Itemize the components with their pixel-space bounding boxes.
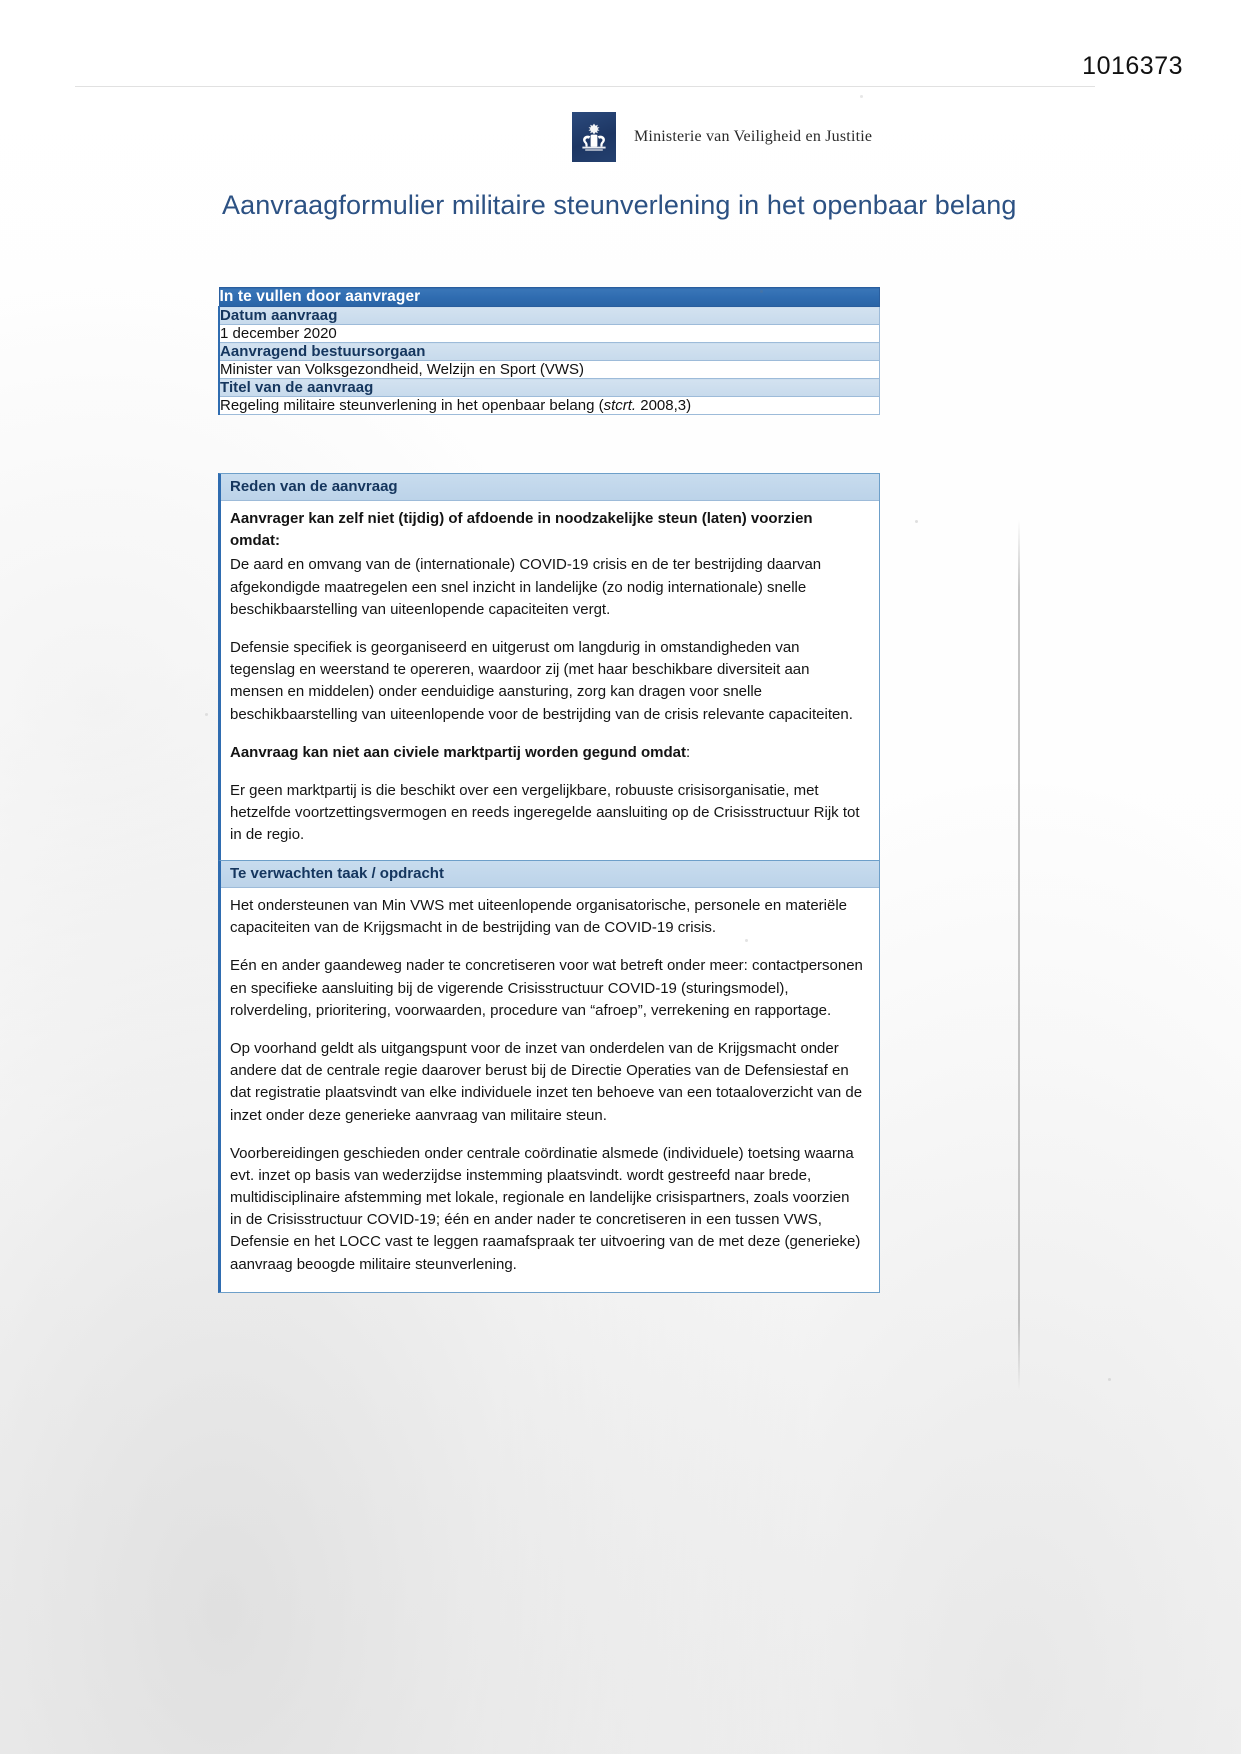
scan-seam: [1018, 520, 1020, 1390]
scan-edge: [75, 86, 1095, 87]
scan-speck: [915, 520, 918, 523]
titel-italic-stcrt: stcrt.: [603, 397, 637, 414]
ministry-header: [572, 112, 872, 162]
applicant-form-table: [218, 287, 880, 415]
reden-paragraph-1: De aard en omvang van de (internationale) COVID-19 crisis en de ter bestrijding daarvan afgekondigde maatregelen een snel inzicht in landelijke (zo nodig internationale) snelle beschikbaarstelling van uiteenlopende capaciteiten vergt.: [230, 556, 822, 618]
field-value-aanvragend-bestuursorgaan: Minister van Volksgezondheid, Welzijn en Sport (VWS): [219, 361, 880, 379]
section-header-label: In te vullen door aanvrager: [219, 288, 880, 307]
reden-box-title: Reden van de aanvraag: [221, 474, 879, 501]
document-id-number: 1016373: [1082, 52, 1183, 80]
table-row: [219, 379, 880, 397]
table-row: [219, 397, 880, 415]
table-row: [219, 343, 880, 361]
reden-lead-2-bold: Aanvraag kan niet aan civiele marktpartij worden gegund omdat: [230, 743, 686, 761]
reden-lead-2: [230, 742, 865, 764]
scan-speck: [760, 290, 763, 293]
dutch-coat-of-arms-icon: [572, 112, 616, 162]
taak-paragraph-2: Eén en ander gaandeweg nader te concretiseren voor wat betreft onder meer: contactpersonen en specifieke aansluiting bij de vigerende Crisisstructuur COVID-19 (sturingsmodel), rolverdeling, prioritering, voorwaarden, procedure van “afroep”, verrekening en rapportage.: [230, 957, 863, 1019]
reden-paragraph-2: Defensie specifiek is georganiseerd en uitgerust om langdurig in omstandigheden van tegenslag en weerstand te opereren, waardoor zij (met haar beschikbare diversiteit aan mensen en middelen) onder eenduidige aansturing, zorg kan dragen voor snelle beschikbaarstelling van uiteenlopende voor de bestrijding van de crisis relevante capaciteiten.: [230, 638, 853, 723]
reden-paragraph-3: Er geen marktpartij is die beschikt over een vergelijkbare, robuuste crisisorganisatie, met hetzelfde voortzettingsvermogen en reeds ingeregelde aansluiting op de Crisisstructuur Rijk tot in de regio.: [230, 781, 860, 844]
reden-lead-1: Aanvrager kan zelf niet (tijdig) of afdoende in noodzakelijke steun (laten) voorzien omdat:: [230, 510, 813, 550]
table-row: [219, 361, 880, 379]
reden-lead-2-colon: :: [685, 743, 691, 761]
taak-paragraph-3: Op voorhand geldt als uitgangspunt voor de inzet van onderdelen van de Krijgsmacht onder andere dat de centrale regie daarover berust bij de Directie Operaties van de Defensiestaf en dat registratie plaatsvindt van elke individuele inzet ten behoeve van een totaaloverzicht van de inzet onder deze generieke aanvraag van militaire steun.: [230, 1039, 863, 1124]
taak-box-body: [221, 888, 879, 1292]
taak-paragraph-4: Voorbereidingen geschieden onder centrale coördinatie alsmede (individuele) toetsing waarna evt. inzet op basis van wederzijdse instemming plaatsvindt. wordt gestreefd naar brede, multidisciplinaire afstemming met lokale, regionale en landelijke crisispartners, zoals voorzien in de Crisisstructuur COVID-19; één en ander nader te concretiseren in een tussen VWS, Defensie en het LOCC vast te leggen raamafspraak ter uitvoering van de met deze (generieke) aanvraag beoogde militaire steunverlening.: [230, 1144, 861, 1273]
table-row: [219, 325, 880, 343]
field-label-titel-van-de-aanvraag: Titel van de aanvraag: [219, 379, 880, 397]
titel-suffix: 2008,3): [636, 397, 692, 414]
reden-van-de-aanvraag-box: [218, 473, 880, 863]
table-row: [219, 307, 880, 325]
page-title: Aanvraagformulier militaire steunverlening in het openbaar belang: [222, 190, 1017, 220]
taak-box-title: Te verwachten taak / opdracht: [221, 861, 879, 888]
scan-speck: [1108, 1378, 1111, 1381]
ministry-name: Ministerie van Veiligheid en Justitie: [634, 128, 873, 145]
taak-paragraph-1: Het ondersteunen van Min VWS met uiteenlopende organisatorische, personele en materiële capaciteiten van de Krijgsmacht in de bestrijding van de COVID-19 crisis.: [230, 897, 848, 937]
scan-speck: [860, 95, 863, 98]
field-label-aanvragend-bestuursorgaan: Aanvragend bestuursorgaan: [219, 343, 880, 361]
titel-prefix: Regeling militaire steunverlening in het openbaar belang (: [220, 397, 604, 414]
scan-speck: [248, 200, 251, 203]
field-label-datum-aanvraag: Datum aanvraag: [219, 307, 880, 325]
field-value-datum-aanvraag: 1 december 2020: [219, 325, 880, 343]
te-verwachten-taak-box: [218, 860, 880, 1293]
table-section-header-row: [219, 288, 880, 307]
scan-speck: [205, 713, 208, 716]
reden-box-body: [221, 501, 879, 862]
scan-speck: [745, 939, 748, 942]
field-value-titel-van-de-aanvraag: [219, 397, 880, 415]
